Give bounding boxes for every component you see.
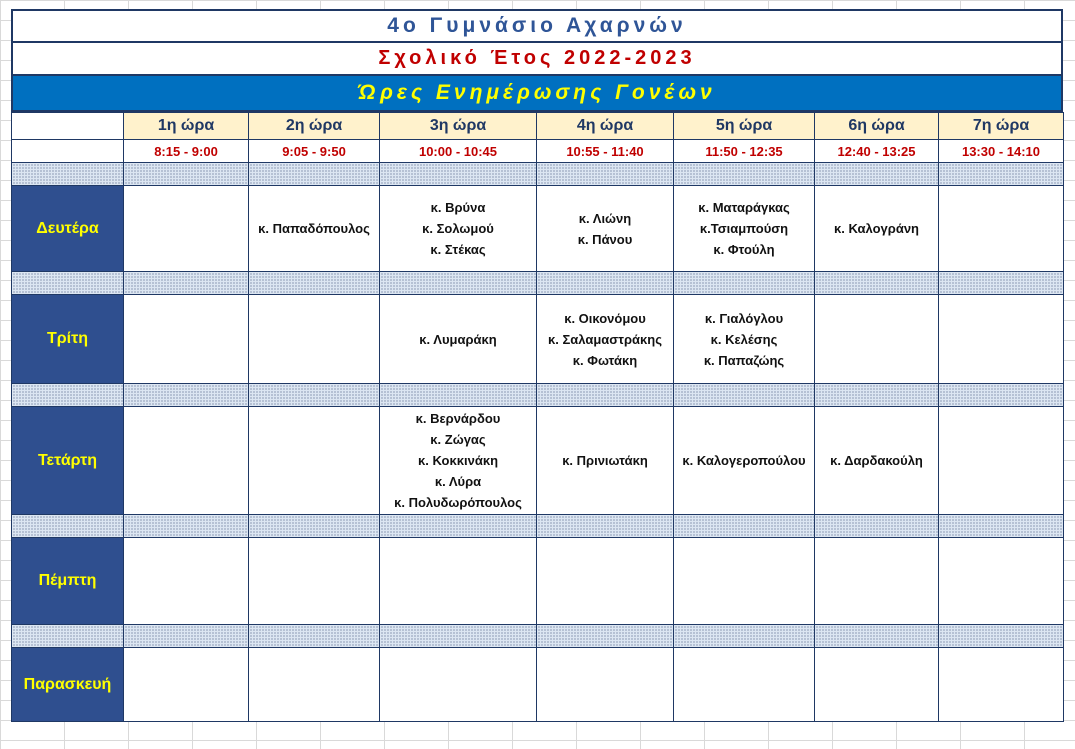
separator-row: [12, 272, 1064, 295]
day-name-cell[interactable]: Τετάρτη: [12, 407, 124, 515]
teacher-name: κ. Ματαράγκας: [698, 200, 790, 215]
teacher-name: κ. Πρινιωτάκη: [562, 453, 648, 468]
schedule-cell[interactable]: [124, 186, 249, 272]
schedule-cell[interactable]: [939, 407, 1064, 515]
time-cell[interactable]: 11:50 - 12:35: [674, 140, 815, 163]
teacher-name: κ. Ζώγας: [430, 432, 486, 447]
schedule-cell[interactable]: [124, 538, 249, 625]
time-corner-cell[interactable]: [12, 140, 124, 163]
separator-cell[interactable]: [537, 515, 674, 538]
schedule-cell[interactable]: [380, 186, 537, 272]
spreadsheet: [11, 9, 1063, 722]
separator-cell[interactable]: [674, 515, 815, 538]
separator-cell[interactable]: [249, 515, 380, 538]
schedule-cell[interactable]: [537, 186, 674, 272]
teacher-name: κ. Πολυδωρόπουλος: [394, 495, 522, 510]
hour-header-cell[interactable]: 5η ώρα: [674, 113, 815, 140]
separator-row: [12, 163, 1064, 186]
teacher-name: κ. Παπαδόπουλος: [258, 221, 370, 236]
separator-cell[interactable]: [249, 384, 380, 407]
schedule-cell[interactable]: [249, 295, 380, 384]
separator-cell[interactable]: [674, 272, 815, 295]
hour-header-row: [12, 113, 1064, 140]
separator-cell[interactable]: [674, 625, 815, 648]
schedule-cell[interactable]: [537, 295, 674, 384]
day-row: [12, 295, 1064, 384]
time-cell[interactable]: 10:00 - 10:45: [380, 140, 537, 163]
teacher-name: κ. Καλογεροπούλου: [682, 453, 806, 468]
school-title-cell[interactable]: [11, 9, 1063, 43]
schedule-cell[interactable]: [674, 186, 815, 272]
separator-cell[interactable]: [249, 272, 380, 295]
hour-header-cell[interactable]: 1η ώρα: [124, 113, 249, 140]
separator-cell[interactable]: [12, 272, 124, 295]
schedule-cell[interactable]: [674, 295, 815, 384]
separator-cell[interactable]: [939, 163, 1064, 186]
separator-cell[interactable]: [939, 384, 1064, 407]
schedule-cell[interactable]: [939, 538, 1064, 625]
teacher-name: κ. Λύρα: [434, 474, 482, 489]
schedule-cell[interactable]: [249, 407, 380, 515]
separator-cell[interactable]: [815, 163, 939, 186]
time-cell[interactable]: 8:15 - 9:00: [124, 140, 249, 163]
separator-cell[interactable]: [380, 163, 537, 186]
separator-cell[interactable]: [12, 163, 124, 186]
separator-cell[interactable]: [124, 515, 249, 538]
teacher-name: κ. Δαρδακούλη: [830, 453, 923, 468]
separator-cell[interactable]: [537, 163, 674, 186]
teacher-name: κ. Βερνάρδου: [415, 411, 501, 426]
hour-header-cell[interactable]: 4η ώρα: [537, 113, 674, 140]
separator-cell[interactable]: [12, 384, 124, 407]
separator-cell[interactable]: [815, 515, 939, 538]
schedule-cell[interactable]: [380, 407, 537, 515]
separator-cell[interactable]: [380, 625, 537, 648]
day-name-cell[interactable]: Παρασκευή: [12, 648, 124, 722]
separator-cell[interactable]: [674, 163, 815, 186]
schedule-cell[interactable]: [815, 407, 939, 515]
separator-cell[interactable]: [815, 625, 939, 648]
teacher-name: κ. Φτούλη: [713, 242, 775, 257]
schedule-cell[interactable]: [939, 295, 1064, 384]
day-row: [12, 407, 1064, 515]
time-cell[interactable]: 12:40 - 13:25: [815, 140, 939, 163]
separator-cell[interactable]: [537, 625, 674, 648]
separator-cell[interactable]: [124, 625, 249, 648]
schedule-cell[interactable]: [674, 538, 815, 625]
separator-cell[interactable]: [124, 272, 249, 295]
separator-cell[interactable]: [12, 515, 124, 538]
schedule-cell[interactable]: [815, 295, 939, 384]
schedule-cell[interactable]: [124, 295, 249, 384]
banner-cell[interactable]: [11, 76, 1063, 112]
day-row: [12, 648, 1064, 722]
schedule-table: [11, 112, 1064, 722]
separator-cell[interactable]: [124, 384, 249, 407]
schedule-cell[interactable]: [815, 538, 939, 625]
separator-cell[interactable]: [939, 272, 1064, 295]
teacher-name: κ. Λιώνη: [578, 210, 632, 226]
schedule-cell[interactable]: [815, 648, 939, 722]
schedule-cell[interactable]: [124, 648, 249, 722]
time-cell[interactable]: 13:30 - 14:10: [939, 140, 1064, 163]
separator-cell[interactable]: [815, 384, 939, 407]
teacher-name: κ. Κοκκινάκη: [417, 453, 499, 468]
teacher-name: κ. Βρύνα: [430, 200, 486, 215]
separator-cell[interactable]: [537, 272, 674, 295]
hour-header-cell[interactable]: 3η ώρα: [380, 113, 537, 140]
hour-header-cell[interactable]: 2η ώρα: [249, 113, 380, 140]
teacher-name: κ. Λυμαράκη: [419, 331, 497, 347]
separator-row: [12, 625, 1064, 648]
separator-cell[interactable]: [674, 384, 815, 407]
teacher-name: κ. Πάνου: [577, 231, 633, 247]
teacher-name: κ. Στέκας: [430, 242, 486, 257]
separator-cell[interactable]: [124, 163, 249, 186]
separator-row: [12, 384, 1064, 407]
separator-cell[interactable]: [249, 625, 380, 648]
separator-cell[interactable]: [380, 515, 537, 538]
teacher-name: κ. Οικονόμου: [564, 310, 646, 326]
school-year: Σχολικό Έτος 2022-2023: [378, 47, 696, 69]
schedule-cell[interactable]: [380, 295, 537, 384]
hour-header-cell[interactable]: 6η ώρα: [815, 113, 939, 140]
schedule-cell[interactable]: [674, 407, 815, 515]
teacher-name: κ.Τσιαμπούση: [699, 221, 789, 236]
schedule-cell[interactable]: [380, 538, 537, 625]
time-cell[interactable]: 9:05 - 9:50: [249, 140, 380, 163]
separator-cell[interactable]: [939, 515, 1064, 538]
schedule-cell[interactable]: [815, 186, 939, 272]
school-title: 4ο Γυμνάσιο Αχαρνών: [387, 14, 687, 37]
separator-cell[interactable]: [380, 384, 537, 407]
schedule-cell[interactable]: [537, 648, 674, 722]
separator-cell[interactable]: [12, 625, 124, 648]
separator-cell[interactable]: [939, 625, 1064, 648]
hour-header-cell[interactable]: 7η ώρα: [939, 113, 1064, 140]
schedule-cell[interactable]: [537, 538, 674, 625]
schedule-cell[interactable]: [939, 186, 1064, 272]
schedule-cell[interactable]: [380, 648, 537, 722]
teacher-name: κ. Σαλαμαστράκης: [548, 331, 662, 347]
day-name-cell[interactable]: Δευτέρα: [12, 186, 124, 272]
school-year-cell[interactable]: [11, 43, 1063, 76]
teacher-name: κ. Κελέσης: [710, 331, 778, 347]
schedule-cell[interactable]: [939, 648, 1064, 722]
day-row: [12, 538, 1064, 625]
time-row: [12, 140, 1064, 163]
teacher-name: κ. Παπαζώης: [703, 352, 785, 368]
separator-row: [12, 515, 1064, 538]
teacher-name: κ. Σολωμού: [422, 221, 494, 236]
banner-title: Ώρες Ενημέρωσης Γονέων: [358, 81, 716, 104]
corner-cell[interactable]: [12, 113, 124, 140]
day-name-cell[interactable]: Πέμπτη: [12, 538, 124, 625]
separator-cell[interactable]: [815, 272, 939, 295]
schedule-cell[interactable]: [249, 186, 380, 272]
separator-cell[interactable]: [249, 163, 380, 186]
day-row: [12, 186, 1064, 272]
schedule-cell[interactable]: [537, 407, 674, 515]
time-cell[interactable]: 10:55 - 11:40: [537, 140, 674, 163]
teacher-name: κ. Γιαλόγλου: [704, 310, 784, 326]
schedule-cell[interactable]: [674, 648, 815, 722]
schedule-cell[interactable]: [249, 538, 380, 625]
day-name-cell[interactable]: Τρίτη: [12, 295, 124, 384]
schedule-cell[interactable]: [249, 648, 380, 722]
separator-cell[interactable]: [537, 384, 674, 407]
separator-cell[interactable]: [380, 272, 537, 295]
teacher-name: κ. Φωτάκη: [572, 352, 638, 368]
schedule-cell[interactable]: [124, 407, 249, 515]
teacher-name: κ. Καλογράνη: [833, 221, 919, 236]
